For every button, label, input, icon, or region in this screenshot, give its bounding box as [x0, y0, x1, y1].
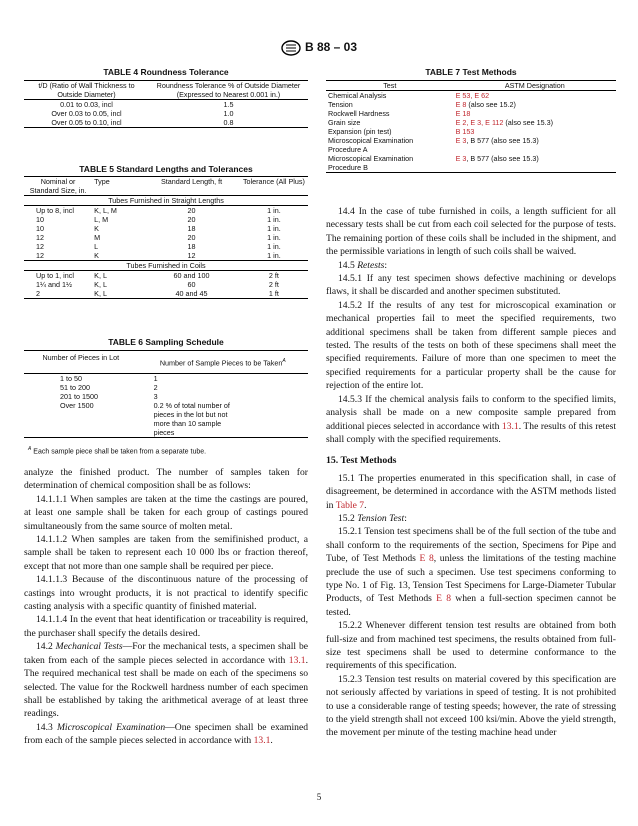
- table6: [24, 350, 308, 438]
- table-cell: 18: [187, 224, 196, 233]
- table-cell: 1.0: [223, 109, 234, 118]
- table-cell: [454, 118, 616, 127]
- table-cell: 2 ft: [268, 271, 279, 280]
- table6-caption: TABLE 6 Sampling Schedule: [108, 337, 224, 347]
- table-cell: Grain size: [328, 118, 361, 127]
- astm-link[interactable]: E 18: [455, 109, 471, 118]
- astm-link[interactable]: E 53, E 62: [455, 91, 490, 100]
- table-cell: 1.5: [223, 100, 234, 109]
- paragraph: 15.2.3 Tension test results on material covered by this specification are not seriously affected by variations in speed of testing. It is not prohibited to use a considerable range of testing speeds; however, the rate of stressing to the yield strength shall not exceed 100 ksi/min. Above the yield strength, the movement per minute of the testing machine head under: [326, 673, 616, 739]
- table-cell: 1 in.: [267, 215, 281, 224]
- table-cell: K: [94, 251, 99, 260]
- table-cell: 1 in.: [267, 233, 281, 242]
- table-link[interactable]: Table 7: [335, 499, 365, 511]
- astm-link[interactable]: E 8: [455, 100, 467, 109]
- table-cell: K, L, M: [94, 206, 117, 215]
- table-cell: 12: [36, 251, 44, 260]
- para-title: Retests: [357, 259, 385, 271]
- section-link[interactable]: 13.1: [501, 420, 519, 432]
- paragraph: 14.1.1.2 When samples are taken from the semifinished product, a sample shall be taken to represent each 10 000 lbs or fraction thereof, except that not more than one sample shall be required per piece.: [24, 534, 308, 572]
- cell-extra: (also see 15.2): [466, 100, 516, 109]
- table-cell: 1 in.: [267, 251, 281, 260]
- astm-link[interactable]: E 3: [455, 154, 467, 163]
- paragraph: 14.5.1 If any test specimen shows defective machining or develops flaws, it shall be discarded and another specimen substituted.: [326, 273, 616, 298]
- paragraph: 14.5.2 If the results of any test for microscopical examination or mechanical properties fail to meet the specified requirements, two additional specimens shall be taken from different sample pieces and tested. The results of the tests on both of these specimens shall meet the specified requirements. Failure of more than one specimen to meet the specified requirements for a particular property shall be the cause for rejection of the entire lot.: [326, 299, 616, 392]
- para-text: 15.1 The properties enumerated in this specification shall, in case of disagreement, be determined in accordance with the ASTM methods listed in: [326, 472, 616, 511]
- table-cell: 1: [153, 374, 158, 384]
- page-header: [0, 40, 638, 56]
- table-cell: 40 and 45: [175, 289, 208, 298]
- table-cell: Over 0.05 to 0.10, incl: [51, 118, 122, 127]
- table5-header-4: Tolerance (All Plus): [242, 177, 305, 186]
- table-cell: 10: [36, 215, 44, 224]
- table5-header-1: Nominal or Standard Size, in.: [29, 177, 87, 195]
- table-cell: 0.2 % of total number of pieces in the lot but not more than 10 sample pieces: [153, 401, 230, 438]
- footnote-mark: A: [282, 358, 286, 364]
- astm-link[interactable]: B 153: [455, 127, 475, 136]
- table-cell: 12: [36, 233, 44, 242]
- table5-caption: TABLE 5 Standard Lengths and Tolerances: [79, 164, 253, 174]
- paragraph: [326, 512, 616, 525]
- paragraph: [326, 393, 616, 447]
- cell-extra: (also see 15.3): [503, 118, 553, 127]
- cell-extra: , B 577 (also see 15.3): [466, 154, 539, 163]
- table4-header-2: Roundness Tolerance % of Outside Diameter (Expressed to Nearest 0.001 in.): [156, 81, 301, 99]
- para-title: Mechanical Tests: [55, 641, 123, 653]
- para-text: 15.2.1 Tension test specimens shall be of the full section of the tube and shall conform to the requirements of the section, Specimens for Pipe and Tube, of Test Methods: [326, 526, 616, 565]
- table5-group-coils: Tubes Furnished in Coils: [126, 261, 206, 270]
- table-cell: 51 to 200: [60, 383, 90, 393]
- astm-link[interactable]: E 2, E 3, E 112: [455, 118, 504, 127]
- paragraph: analyze the finished product. The number of samples taken for determination of chemical composition shall be as follows:: [24, 467, 308, 492]
- section-link[interactable]: 13.1: [288, 654, 306, 666]
- table-cell: 2 ft: [268, 280, 279, 289]
- table-cell: 20: [187, 215, 196, 224]
- table-cell: L, M: [94, 215, 109, 224]
- para-number: 15.2: [338, 512, 358, 524]
- cell-extra: , B 577 (also see 15.3): [466, 136, 539, 145]
- table7-header-1: Test: [383, 81, 397, 90]
- paragraph: [24, 640, 308, 720]
- table-cell: Chemical Analysis: [328, 91, 387, 100]
- table4-header-1: t/D (Ratio of Wall Thickness to Outside Diameter): [38, 81, 135, 99]
- section-heading: 15. Test Methods: [326, 455, 397, 467]
- paragraph: 15.2.2 Whenever different tension test results are obtained from both full-size and from machined test specimens, the results obtained from full-size test specimens shall be used to determine conformance to the requirements of this specification.: [326, 620, 616, 672]
- section-link[interactable]: 13.1: [253, 735, 271, 747]
- table-cell: [454, 154, 616, 173]
- paragraph: 14.1.1.3 Because of the discontinuous nature of the processing of castings into wrought products, it is not practical to identify specific casting analysis with a specific quantity of finished material.: [24, 574, 308, 613]
- table-cell: K, L: [94, 271, 107, 280]
- table-cell: Up to 8, incl: [36, 206, 74, 215]
- left-column-text: [24, 466, 308, 748]
- table5-header-2: Type: [94, 177, 110, 186]
- paragraph: [326, 472, 616, 512]
- para-text: :: [404, 512, 407, 524]
- para-number: 14.2: [36, 641, 56, 653]
- table-cell: Expansion (pin test): [328, 127, 392, 136]
- para-number: 14.3: [36, 721, 57, 733]
- table-cell: Tension: [328, 100, 353, 109]
- page-number: 5: [316, 792, 322, 802]
- table7-header-2: ASTM Designation: [504, 81, 565, 90]
- para-text: , unless the limitations of the testing machine preclude the use of such a specimen. Use test specimens conforming to type No. 1 of Fig. 13, Tension Test Specimens for Large-Diameter Tubular Products, of Test Methods: [326, 553, 616, 605]
- table5-header-3: Standard Length, ft: [160, 177, 223, 186]
- table-cell: 1 to 50: [60, 374, 82, 384]
- paragraph: [326, 259, 616, 272]
- paragraph: 14.4 In the case of tube furnished in coils, a length sufficient for all necessary tests shall be cut from each coil selected for the purpose of tests. The remaining portion of these coils shall be included in the shipment, and the permissible variations in length of such coils shall be waived.: [326, 206, 616, 258]
- footnote-text: Each sample piece shall be taken from a separate tube.: [33, 448, 207, 456]
- table-cell: 0.8: [223, 118, 234, 127]
- paragraph: 14.1.1.1 When samples are taken at the time the castings are poured, at least one sample shall be taken for each group of castings poured simultaneously from the same source of molten metal.: [24, 493, 308, 532]
- table-cell: [454, 100, 616, 109]
- table-cell: 1 in.: [267, 224, 281, 233]
- footnote-mark: A: [28, 446, 32, 452]
- para-text: . The required mechanical test shall be made on each of the specimens so selected. The value for the Rockwell hardness number of each specimen shall be established by taking the arithmetical average of at least three readings.: [24, 654, 308, 720]
- table-cell: 2: [36, 289, 40, 298]
- para-text: —One specimen shall be examined from each of the sample pieces selected in accordance with: [24, 721, 308, 747]
- table-cell: [454, 91, 616, 101]
- para-text: .: [270, 735, 273, 747]
- table-cell: K: [94, 224, 99, 233]
- table-cell: 60: [187, 280, 196, 289]
- table-cell: 10: [36, 224, 44, 233]
- astm-link[interactable]: E 8: [419, 553, 434, 565]
- paragraph: [24, 721, 308, 748]
- paragraph: 14.1.1.4 In the event that heat identification or traceability is required, the purchaser shall specify the details desired.: [24, 614, 308, 639]
- table-cell: 201 to 1500: [60, 392, 98, 402]
- table-cell: Over 1500: [60, 401, 94, 411]
- table5: [24, 176, 308, 299]
- table6-header-2-text: Number of Sample Pieces to be Taken: [159, 358, 283, 368]
- paragraph: [326, 525, 616, 619]
- table-cell: K, L: [94, 289, 107, 298]
- table-cell: Microscopical Examination Procedure B: [328, 154, 414, 172]
- table-cell: 12: [36, 242, 44, 251]
- table-cell: [454, 136, 616, 154]
- table6-footnote: [28, 446, 308, 455]
- table-cell: [454, 127, 616, 136]
- table-cell: 1 ft: [268, 289, 279, 298]
- table-cell: K, L: [94, 280, 107, 289]
- table5-group-straight: Tubes Furnished in Straight Lengths: [108, 196, 224, 205]
- para-text: —For the mechanical tests, a specimen shall be taken from each of the sample pieces selected in accordance with: [24, 641, 308, 666]
- table-cell: 18: [187, 242, 196, 251]
- table-cell: Over 0.03 to 0.05, incl: [51, 109, 122, 118]
- table7: [326, 80, 616, 173]
- para-text: :: [384, 259, 388, 271]
- table-cell: Up to 1, incl: [36, 271, 74, 280]
- table4-caption: TABLE 4 Roundness Tolerance: [103, 67, 229, 77]
- table-cell: [454, 109, 616, 118]
- table-cell: 1 in.: [267, 206, 281, 215]
- para-text: . The results of this retest shall comply with the specified requirements.: [326, 420, 617, 445]
- para-text: 14.5.3 If the chemical analysis fails to conform to the specified limits, analysis shall be made on a new composite sample prepared from additional pieces selected in accordance with: [326, 393, 616, 432]
- para-text: when a full-section specimen cannot be tested.: [326, 593, 616, 618]
- table6-header-2: [138, 351, 308, 374]
- para-title: Microscopical Examination: [56, 721, 166, 733]
- designation: B 88 – 03: [304, 40, 358, 55]
- table-cell: Microscopical Examination Procedure A: [328, 136, 414, 154]
- right-column-text: [326, 205, 616, 740]
- para-number: 14.5: [338, 259, 358, 271]
- table-cell: M: [94, 233, 101, 242]
- table-cell: Rockwell Hardness: [328, 109, 390, 118]
- table-cell: 1¼ and 1½: [36, 280, 72, 289]
- table-cell: 0.01 to 0.03, incl: [60, 100, 113, 109]
- para-text: .: [364, 499, 367, 511]
- table7-caption: TABLE 7 Test Methods: [425, 67, 517, 77]
- astm-link[interactable]: E 3: [455, 136, 467, 145]
- table-cell: 20: [187, 233, 196, 242]
- table-cell: L: [94, 242, 99, 251]
- table-cell: 20: [187, 206, 196, 215]
- table-cell: 12: [187, 251, 196, 260]
- table4: [24, 80, 308, 128]
- table-cell: 1 in.: [267, 242, 281, 251]
- astm-link[interactable]: E 8: [436, 593, 452, 605]
- table-cell: 60 and 100: [173, 271, 210, 280]
- table-cell: 3: [153, 392, 158, 402]
- para-title: Tension Test: [357, 512, 405, 524]
- table6-header-1: Number of Pieces in Lot: [42, 353, 120, 362]
- table-cell: 2: [153, 383, 158, 393]
- astm-logo-icon: [281, 40, 301, 56]
